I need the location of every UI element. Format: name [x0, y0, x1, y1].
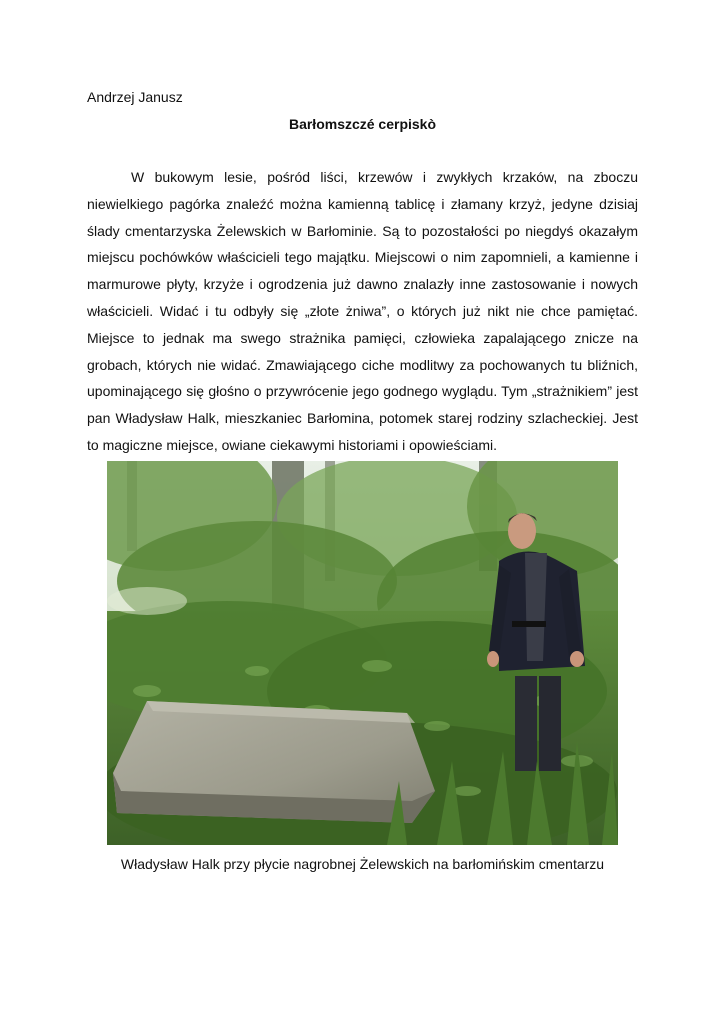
article-paragraph: W bukowym lesie, pośród liści, krzewów i zwykłych krzaków, na zboczu niewielkiego pagórka znaleźć można kamienną tablicę i złamany krzyż, jedyne dzisiaj ślady cmentarzyska Żelewskich w Barłominie. Są to pozostałości po niegdyś okazałym miejscu pochówków właścicieli tego majątku. Miejscowi o nim zapomnieli, a kamienne i marmurowe płyty, krzyże i ogrodzenia już dawno znalazły inne zastosowanie i nowych właścicieli. Widać i tu odbyły się „złote żniwa”, o których już nikt nie chce pamiętać. Miejsce to jednak ma swego strażnika pamięci, człowieka zapalającego znicze na grobach, których nie widać. Zmawiającego ciche modlitwy za pochowanych tu bliźnich, upominającego się głośno o przywrócenie jego godnego wyglądu. Tym „strażnikiem” jest pan Władysław Halk, mieszkaniec Barłomina, potomek starej rodziny szlacheckiej. Jest to magiczne miejsce, owiane ciekawymi historiami i opowieściami.: [87, 169, 638, 453]
cemetery-photo: [107, 461, 618, 845]
photo-caption: Władysław Halk przy płycie nagrobnej Żelewskich na barłomińskim cmentarzu: [120, 856, 605, 872]
author-name: Andrzej Janusz: [87, 89, 183, 105]
article-title: Barłomszczé cerpiskò: [288, 116, 437, 132]
